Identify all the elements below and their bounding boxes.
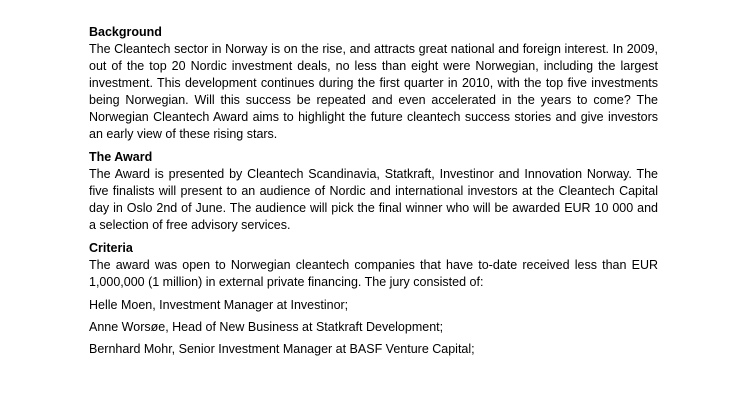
jury-member: Anne Worsøe, Head of New Business at Statkraft Development;	[89, 320, 444, 334]
document-page	[89, 24, 658, 363]
section-criteria	[89, 240, 658, 291]
jury-member: Bernhard Mohr, Senior Investment Manager at BASF Venture Capital;	[89, 342, 475, 356]
jury-member: Helle Moen, Investment Manager at Investinor;	[89, 298, 349, 312]
jury-list	[89, 297, 658, 358]
section-background	[89, 24, 658, 143]
section-heading: Background	[89, 25, 162, 39]
section-the-award	[89, 149, 658, 234]
section-body: The Cleantech sector in Norway is on the rise, and attracts great national and foreign interest. In 2009, out of the top 20 Nordic investment deals, no less than eight were Norwegian, including the largest investment. This development continues during the first quarter in 2010, with the top five investments being Norwegian. Will this success be repeated and even accelerated in the years to come? The Norwegian Cleantech Award aims to highlight the future cleantech success stories and give investors an early view of these rising stars.	[89, 42, 658, 141]
section-body: The award was open to Norwegian cleantech companies that have to-date received less than EUR 1,000,000 (1 million) in external private financing. The jury consisted of:	[89, 258, 658, 289]
section-heading: The Award	[89, 150, 153, 164]
section-body: The Award is presented by Cleantech Scandinavia, Statkraft, Investinor and Innovation Norway. The five finalists will present to an audience of Nordic and international investors at the Cleantech Capital day in Oslo 2nd of June. The audience will pick the final winner who will be awarded EUR 10 000 and a selection of free advisory services.	[89, 167, 658, 232]
section-heading: Criteria	[89, 241, 133, 255]
